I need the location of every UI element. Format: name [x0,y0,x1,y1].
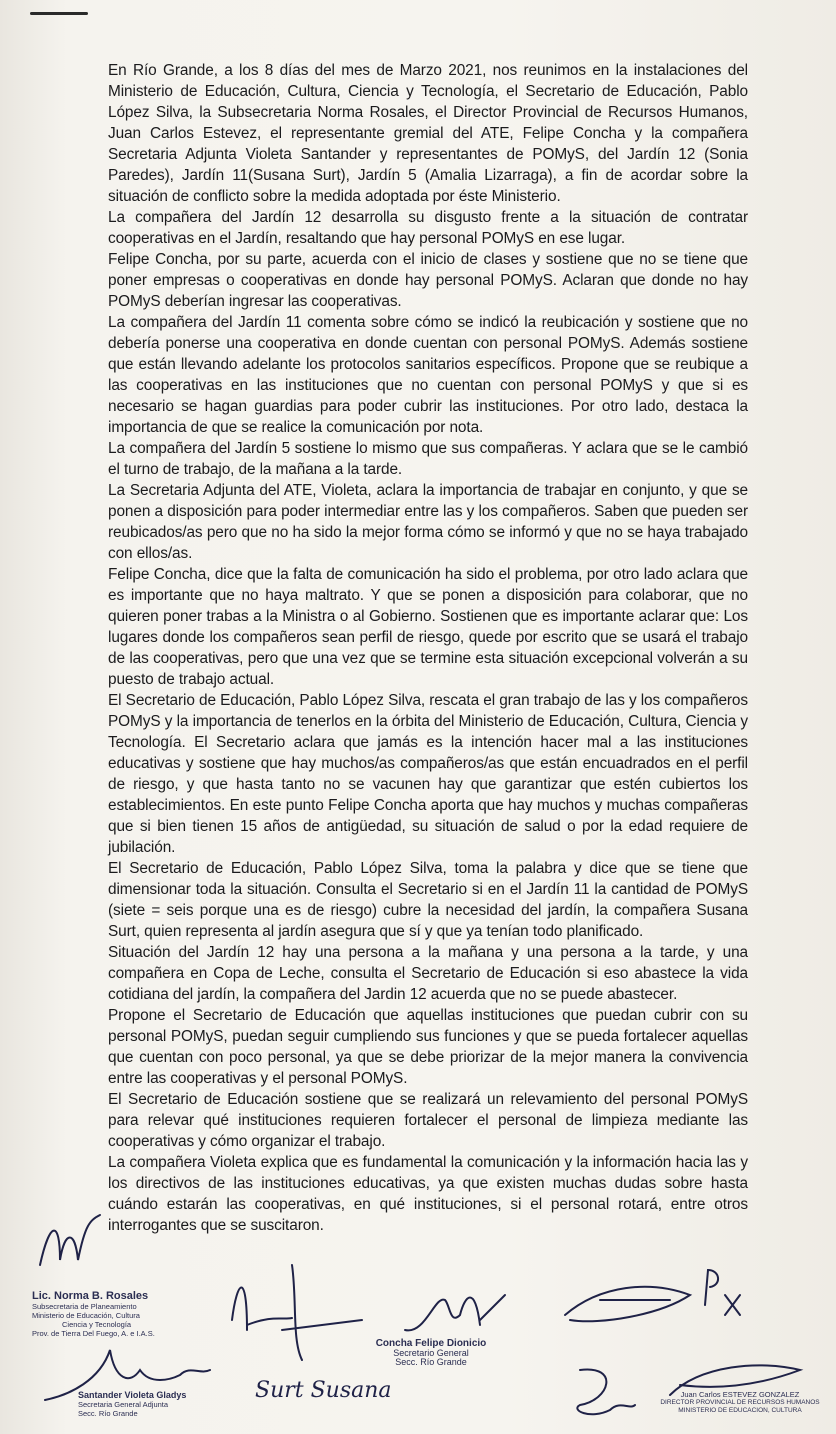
stamp-concha [366,1338,496,1367]
signature-surt-mark [222,1260,382,1370]
signature-rosales [30,1210,110,1280]
signature-right-2 [560,1360,640,1430]
signature-right-1 [560,1275,700,1335]
stamp-line: MINISTERIO DE EDUCACION, CULTURA [678,1407,802,1414]
corner-mark [30,12,88,15]
stamp-rosales [32,1290,155,1338]
paragraph: La compañera Violeta explica que es fundamental la comunicación y la información hacia las y los directivos de las instituciones educativas, ya que existen muchas dudas sobre hasta cuándo estarán las cooperativas, en qué instituciones, si el personal rotará, entre otros interrogantes que se suscitaron. [108,1154,748,1234]
meeting-minutes-body [108,60,748,1236]
stamp-line: Secretaria General Adjunta [78,1400,169,1409]
paragraph: La compañera del Jardín 12 desarrolla su disgusto frente a la situación de contratar cooperativas en el Jardín, resaltando que hay personal POMyS en ese lugar. [108,209,748,247]
paragraph: En Río Grande, a los 8 días del mes de Marzo 2021, nos reunimos en la instalaciones del Ministerio de Educación, Cultura, Ciencia y Tecnología, el Secretario de Educación, Pablo López Silva, la Subsecretaria Norma Rosales, el Director Provincial de Recursos Humanos, Juan Carlos Estevez, el representante gremial del ATE, Felipe Concha y la compañera Secretaria Adjunta Violeta Santander y representantes de POMyS, del Jardín 12 (Sonia Paredes), Jardín 11(Susana Surt), Jardín 5 (Amalia Lizarraga), a fin de acordar sobre la situación de conflicto sobre la medida adoptada por éste Ministerio. [108,62,748,205]
stamp-line: DIRECTOR PROVINCIAL DE RECURSOS HUMANOS [660,1399,820,1406]
stamp-line: Secretario General [393,1348,469,1358]
stamp-name: Lic. Norma B. Rosales [32,1290,149,1302]
paragraph: El Secretario de Educación sostiene que se realizará un relevamiento del personal POMyS para relevar qué instituciones requieren fortalecer el personal de limpieza mediante las cooperativas y cómo organizar el trabajo. [108,1091,748,1150]
stamp-estevez [655,1390,825,1415]
paragraph: La compañera del Jardín 5 sostiene lo mismo que sus compañeras. Y aclara que se le cambió el turno de trabajo, de la mañana a la tarde. [108,440,748,478]
paragraph: Propone el Secretario de Educación que aquellas instituciones que puedan cubrir con su personal POMyS, puedan seguir cumpliendo sus funciones y que se pueda fortalecer aquellas que cuentan con poco personal, ya que se debe priorizar de la mejor manera la convivencia entre las cooperativas y el personal POMyS. [108,1007,748,1087]
stamp-name: Santander Violeta Gladys [78,1390,187,1400]
paragraph: El Secretario de Educación, Pablo López Silva, toma la palabra y dice que se tiene que dimensionar toda la situación. Consulta el Secretario si en el Jardín 11 la cantidad de POMyS (siete = seis porque una es de riesgo) cubre la necesidad del jardín, la compañera Susana Surt, quien representa al jardín asegura que sí y que ya tenían todo planificado. [108,860,748,940]
signature-surt-text: Surt Susana [255,1378,392,1403]
stamp-line: Ministerio de Educación, Cultura [32,1311,140,1320]
paragraph: El Secretario de Educación, Pablo López Silva, rescata el gran trabajo de las y los compañeros POMyS y la importancia de tenerlos en la órbita del Ministerio de Educación, Cultura, Ciencia y Tecnología. El Secretario aclara que jamás es la intención hacer mal a las instituciones educativas y sostiene que hay muchos/as compañeros/as que están encuadrados en el perfil de riesgo, y que hasta tanto no se vacunen hay que garantizar que estén cubiertos los establecimientos. En este punto Felipe Concha aporta que hay muchos y muchas compañeras que si bien tienen 15 años de antigüedad, su situación de salud o por la edad requiere de jubilación. [108,692,748,856]
paragraph: Felipe Concha, dice que la falta de comunicación ha sido el problema, por otro lado aclara que es importante que no haya maltrato. Y que se ponen a disposición para colaborar, que no quieren poner trabas a la Ministra o al Gobierno. Sostienen que es importante aclarar que: Los lugares donde los compañeros sean perfil de riesgo, quede por escrito que se usará el trabajo de las cooperativas, pero que una vez que se termine esta situación excepcional volverán a su puesto de trabajo actual. [108,566,748,688]
paragraph: Felipe Concha, por su parte, acuerda con el inicio de clases y sostiene que no se tiene que poner empresas o cooperativas en donde hay personal POMyS. Aclaran que donde no hay POMyS deberían ingresar las cooperativas. [108,251,748,310]
signatures-area [0,1150,836,1434]
stamp-line: Secc. Río Grande [395,1357,467,1367]
stamp-line: Ciencia y Tecnología [62,1320,132,1329]
paragraph: La Secretaria Adjunta del ATE, Violeta, aclara la importancia de trabajar en conjunto, y que se ponen a disposición para poder intermediar entre las y los compañeros. Saben que pueden ser reubicados/as pero que no ha sido la mejor forma cómo se informó y que no se haya trabajado con ellos/as. [108,482,748,562]
paragraph: La compañera del Jardín 11 comenta sobre cómo se indicó la reubicación y sostiene que no debería ponerse una cooperativa en donde cuentan con personal POMyS. Además sostiene que están llevando adelante los protocolos sanitarios específicos. Propone que se reubique a las cooperativas en las instituciones que no cuentan con personal POMyS y que si es necesario se hagan guardias para poder cubrir las instituciones. Por otro lado, destaca la importancia de que se realice la comunicación por nota. [108,314,748,436]
initials-mark [700,1265,750,1325]
stamp-name: Concha Felipe Dionicio [375,1338,487,1349]
stamp-name: Juan Carlos ESTEVEZ GONZALEZ [680,1390,800,1399]
stamp-line: Subsecretaria de Planeamiento [32,1302,137,1311]
paragraph: Situación del Jardín 12 hay una persona a la mañana y una persona a la tarde, y una compañera en Copa de Leche, consulta el Secretario de Educación si eso abastece la vida cotidiana del jardín, la compañera del Jardin 12 acuerda que no se puede abastecer. [108,944,748,1003]
stamp-line: Secc. Río Grande [78,1409,138,1418]
signature-concha [395,1275,515,1345]
stamp-line: Prov. de Tierra Del Fuego, A. e I.A.S. [32,1329,155,1338]
stamp-santander [78,1390,186,1418]
